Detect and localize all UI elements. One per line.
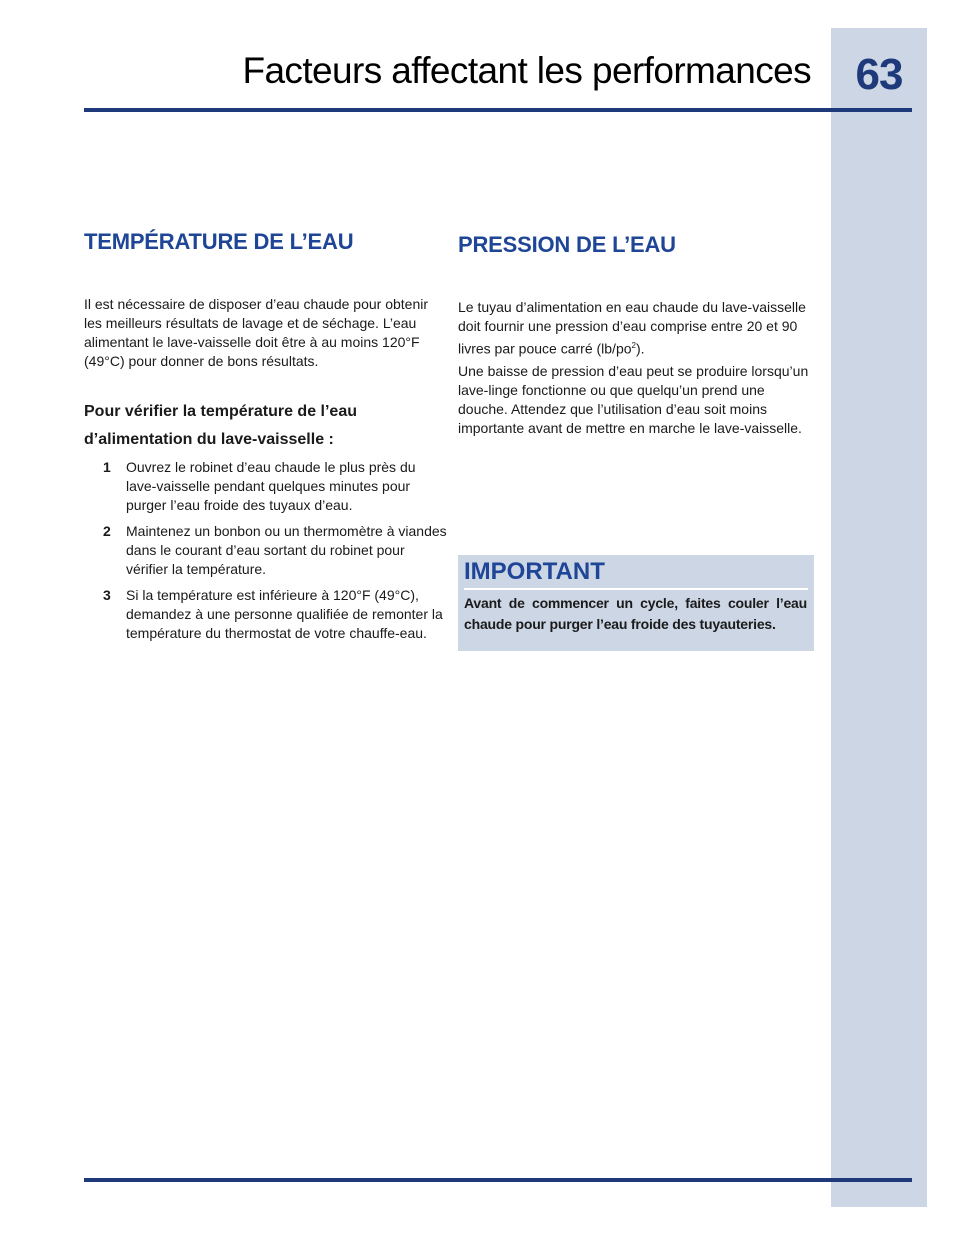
header-rule xyxy=(84,108,912,112)
superscript: 2 xyxy=(631,341,636,350)
step-text: Maintenez un bonbon ou un thermomètre à viandes dans le courant d’eau sortant du robinet pour vérifier la température. xyxy=(126,523,447,577)
step-item xyxy=(103,522,448,579)
step-text: Ouvrez le robinet d’eau chaude le plus près du lave-vaisselle pendant quelques minutes pour purger l’eau froide des tuyaux d’eau. xyxy=(126,459,416,513)
pressure-paragraph-1 xyxy=(458,298,818,359)
pressure-paragraph-2: Une baisse de pression d’eau peut se produire lorsqu’un lave-linge fonctionne ou que quelqu’un prend une douche. Attendez que l’utilisation d’eau soit moins importante avant de mettre en marche le lave-vaisselle. xyxy=(458,363,809,436)
important-box xyxy=(458,555,814,651)
important-title: IMPORTANT xyxy=(464,555,808,590)
side-tab xyxy=(831,28,927,1207)
temperature-intro: Il est nécessaire de disposer d’eau chaude pour obtenir les meilleurs résultats de lavage et de séchage. L’eau alimentant le lave-vaisselle doit être à au moins 120°F (49°C) pour donner de bons résultats. xyxy=(84,296,428,369)
step-item xyxy=(103,586,448,643)
step-text: Si la température est inférieure à 120°F (49°C), demandez à une personne qualifiée de remonter la température du thermostat de votre chauffe-eau. xyxy=(126,587,443,641)
footer-rule xyxy=(84,1178,912,1182)
pressure-text-end: ). xyxy=(635,340,645,357)
page-title: Facteurs affectant les performances xyxy=(242,50,811,91)
pressure-text: Le tuyau d’alimentation en eau chaude du lave-vaisselle doit fournir une pression d’eau comprise entre 20 et 90 livres par pouce carré (lb/po xyxy=(458,299,806,357)
step-number: 2 xyxy=(103,523,111,539)
step-number: 3 xyxy=(103,587,111,603)
step-number: 1 xyxy=(103,459,111,475)
temperature-subheading: Pour vérifier la température de l’eau d’alimentation du lave-vaisselle : xyxy=(84,403,357,448)
important-text: Avant de commencer un cycle, faites couler l’eau chaude pour purger l’eau froide des tuyauteries. xyxy=(464,595,807,632)
section-heading-pressure: PRESSION DE L’EAU xyxy=(458,232,676,257)
temperature-steps xyxy=(103,458,448,643)
section-heading-temperature: TEMPÉRATURE DE L’EAU xyxy=(84,229,354,254)
step-item xyxy=(103,458,448,515)
page-number: 63 xyxy=(855,50,903,99)
